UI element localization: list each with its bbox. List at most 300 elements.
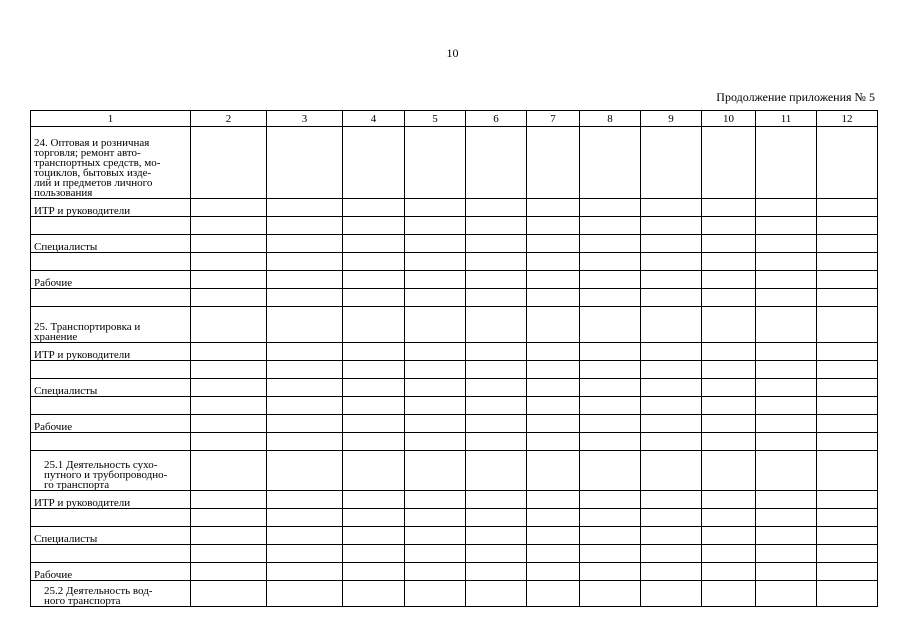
table-row	[31, 433, 878, 451]
table-cell	[405, 433, 466, 451]
column-header: 8	[580, 111, 641, 127]
table-cell	[641, 235, 702, 253]
table-cell	[405, 509, 466, 527]
table-cell	[267, 199, 343, 217]
page-number: 10	[446, 46, 459, 60]
table-cell	[756, 379, 817, 397]
table-cell	[702, 343, 756, 361]
column-header: 7	[527, 111, 580, 127]
table-row	[31, 271, 878, 289]
table-cell	[817, 581, 878, 607]
row-label-line: Специалисты	[34, 385, 98, 397]
table-cell	[267, 217, 343, 235]
table-row	[31, 545, 878, 563]
table-cell	[756, 581, 817, 607]
table-cell	[580, 343, 641, 361]
table-row	[31, 563, 878, 581]
table-cell	[343, 307, 405, 343]
table-cell	[405, 451, 466, 491]
row-label	[31, 307, 191, 343]
table-cell	[702, 361, 756, 379]
table-cell	[191, 581, 267, 607]
table-cell	[702, 545, 756, 563]
table-cell	[641, 127, 702, 199]
table-cell	[756, 199, 817, 217]
table-cell	[191, 307, 267, 343]
table-cell	[527, 527, 580, 545]
row-label-line: ИТР и руководители	[34, 497, 131, 509]
table-cell	[191, 253, 267, 271]
table-cell	[191, 451, 267, 491]
table-cell	[580, 433, 641, 451]
table-cell	[641, 527, 702, 545]
table-cell	[817, 289, 878, 307]
table-cell	[756, 343, 817, 361]
table-cell	[191, 509, 267, 527]
table-cell	[527, 509, 580, 527]
row-label	[31, 415, 191, 433]
row-label	[31, 545, 191, 563]
table-cell	[466, 289, 527, 307]
table-cell	[702, 415, 756, 433]
table-cell	[405, 379, 466, 397]
table-row	[31, 235, 878, 253]
column-header: 3	[267, 111, 343, 127]
table-cell	[191, 199, 267, 217]
table-cell	[466, 545, 527, 563]
table-cell	[343, 271, 405, 289]
table-cell	[191, 127, 267, 199]
row-label-line: лий и предметов личного	[34, 177, 153, 189]
table-cell	[527, 127, 580, 199]
table-cell	[405, 289, 466, 307]
row-label	[31, 581, 191, 607]
table-cell	[405, 527, 466, 545]
table-cell	[191, 361, 267, 379]
table-row	[31, 397, 878, 415]
table-cell	[267, 343, 343, 361]
table-cell	[466, 199, 527, 217]
table-cell	[527, 253, 580, 271]
table-cell	[702, 581, 756, 607]
table-cell	[267, 379, 343, 397]
table-cell	[756, 253, 817, 271]
table-row	[31, 253, 878, 271]
table-cell	[817, 415, 878, 433]
table-cell	[267, 127, 343, 199]
column-header: 2	[191, 111, 267, 127]
table-row	[31, 581, 878, 607]
table-cell	[641, 415, 702, 433]
row-label	[31, 289, 191, 307]
table-cell	[580, 217, 641, 235]
table-cell	[580, 127, 641, 199]
table-row	[31, 527, 878, 545]
table-cell	[405, 307, 466, 343]
table-cell	[343, 199, 405, 217]
row-label	[31, 235, 191, 253]
table-cell	[191, 415, 267, 433]
appendix-note: Продолжение приложения № 5	[716, 90, 875, 104]
table-row	[31, 379, 878, 397]
table-cell	[466, 527, 527, 545]
table-cell	[527, 545, 580, 563]
table-cell	[817, 491, 878, 509]
table-cell	[466, 563, 527, 581]
table-cell	[466, 217, 527, 235]
table-row	[31, 509, 878, 527]
table-cell	[702, 509, 756, 527]
table-cell	[267, 509, 343, 527]
table-cell	[405, 271, 466, 289]
row-label	[31, 343, 191, 361]
row-label	[31, 361, 191, 379]
table-cell	[580, 415, 641, 433]
table-cell	[756, 271, 817, 289]
row-label-line: транспортных средств, мо-	[34, 157, 161, 169]
table-cell	[267, 451, 343, 491]
table-cell	[405, 127, 466, 199]
table-cell	[527, 581, 580, 607]
table-cell	[817, 397, 878, 415]
table-cell	[817, 527, 878, 545]
table-cell	[756, 235, 817, 253]
table-cell	[817, 235, 878, 253]
table-cell	[580, 509, 641, 527]
column-header: 5	[405, 111, 466, 127]
table-cell	[756, 397, 817, 415]
table-cell	[702, 199, 756, 217]
row-label	[31, 379, 191, 397]
table-cell	[580, 361, 641, 379]
table-cell	[527, 451, 580, 491]
table-cell	[641, 491, 702, 509]
table-cell	[343, 361, 405, 379]
table-cell	[343, 253, 405, 271]
row-label-line: 24. Оптовая и розничная	[34, 137, 150, 149]
table-cell	[817, 343, 878, 361]
row-label-line: Рабочие	[34, 569, 73, 581]
table-cell	[466, 271, 527, 289]
table-row	[31, 415, 878, 433]
column-header: 12	[817, 111, 878, 127]
row-label	[31, 491, 191, 509]
column-header: 10	[702, 111, 756, 127]
table-cell	[343, 235, 405, 253]
data-table	[30, 110, 878, 607]
table-cell	[343, 451, 405, 491]
table-cell	[817, 217, 878, 235]
table-row	[31, 491, 878, 509]
table-cell	[756, 289, 817, 307]
row-label-line: торговля; ремонт авто-	[34, 147, 141, 159]
table-cell	[817, 127, 878, 199]
table-cell	[641, 361, 702, 379]
table-cell	[817, 199, 878, 217]
table-cell	[527, 361, 580, 379]
table-cell	[405, 397, 466, 415]
table-cell	[466, 253, 527, 271]
table-cell	[817, 307, 878, 343]
column-header: 1	[31, 111, 191, 127]
table-cell	[527, 415, 580, 433]
table-cell	[756, 509, 817, 527]
row-label-line: Рабочие	[34, 421, 73, 433]
table-cell	[466, 235, 527, 253]
table-cell	[641, 563, 702, 581]
table-cell	[527, 289, 580, 307]
table-cell	[580, 527, 641, 545]
table-cell	[580, 491, 641, 509]
table-cell	[343, 397, 405, 415]
table-cell	[191, 545, 267, 563]
table-cell	[466, 127, 527, 199]
table-cell	[527, 433, 580, 451]
row-label-line: Рабочие	[34, 277, 73, 289]
row-label-line: ного транспорта	[44, 595, 121, 607]
row-label-line: хранение	[34, 331, 78, 343]
table-cell	[405, 563, 466, 581]
table-cell	[343, 127, 405, 199]
table-cell	[343, 379, 405, 397]
table-cell	[343, 509, 405, 527]
table-cell	[756, 563, 817, 581]
table-cell	[527, 343, 580, 361]
table-cell	[756, 433, 817, 451]
table-cell	[580, 379, 641, 397]
table-cell	[267, 581, 343, 607]
table-cell	[580, 307, 641, 343]
table-cell	[817, 451, 878, 491]
table-cell	[343, 343, 405, 361]
table-cell	[267, 563, 343, 581]
table-cell	[702, 235, 756, 253]
table-cell	[191, 271, 267, 289]
table-cell	[191, 289, 267, 307]
table-cell	[191, 433, 267, 451]
table-row	[31, 451, 878, 491]
table-cell	[466, 379, 527, 397]
table-cell	[466, 491, 527, 509]
table-cell	[641, 379, 702, 397]
table-cell	[756, 415, 817, 433]
table-cell	[641, 343, 702, 361]
table-cell	[641, 545, 702, 563]
table-cell	[527, 235, 580, 253]
table-cell	[702, 451, 756, 491]
table-cell	[405, 581, 466, 607]
table-cell	[267, 397, 343, 415]
table-cell	[191, 343, 267, 361]
table-cell	[702, 127, 756, 199]
table-cell	[580, 563, 641, 581]
table-cell	[191, 379, 267, 397]
table-cell	[641, 397, 702, 415]
row-label	[31, 253, 191, 271]
table-cell	[580, 451, 641, 491]
table-cell	[702, 397, 756, 415]
table-cell	[641, 509, 702, 527]
table-cell	[343, 415, 405, 433]
table-cell	[191, 235, 267, 253]
row-label	[31, 563, 191, 581]
table-cell	[702, 433, 756, 451]
table-cell	[756, 527, 817, 545]
column-number-row	[31, 111, 878, 127]
table-row	[31, 199, 878, 217]
row-label-line: тоциклов, бытовых изде-	[34, 167, 152, 179]
table-cell	[466, 361, 527, 379]
table-cell	[343, 491, 405, 509]
table-cell	[405, 343, 466, 361]
table-cell	[466, 509, 527, 527]
column-header: 6	[466, 111, 527, 127]
table-cell	[527, 271, 580, 289]
table-cell	[191, 563, 267, 581]
table-cell	[641, 581, 702, 607]
table-cell	[580, 199, 641, 217]
table-cell	[267, 415, 343, 433]
table-cell	[702, 217, 756, 235]
table-cell	[527, 307, 580, 343]
row-label	[31, 451, 191, 491]
row-label-line: пользования	[34, 187, 93, 199]
row-label-line: Специалисты	[34, 533, 98, 545]
table-cell	[267, 361, 343, 379]
table-cell	[466, 415, 527, 433]
table-cell	[405, 361, 466, 379]
table-cell	[580, 253, 641, 271]
table-cell	[191, 527, 267, 545]
table-cell	[580, 271, 641, 289]
table-cell	[343, 527, 405, 545]
table-cell	[191, 217, 267, 235]
table-cell	[466, 397, 527, 415]
table-cell	[756, 491, 817, 509]
table-cell	[641, 307, 702, 343]
table-cell	[527, 199, 580, 217]
row-label-line: 25. Транспортировка и	[34, 321, 141, 333]
table-cell	[527, 491, 580, 509]
table-row	[31, 217, 878, 235]
row-label	[31, 217, 191, 235]
table-cell	[267, 433, 343, 451]
row-label	[31, 271, 191, 289]
row-label-line: ИТР и руководители	[34, 349, 131, 361]
table-cell	[405, 217, 466, 235]
table-cell	[817, 545, 878, 563]
table-cell	[580, 545, 641, 563]
table-cell	[267, 253, 343, 271]
row-label-line: путного и трубопроводно-	[44, 469, 168, 481]
table-cell	[267, 307, 343, 343]
table-cell	[527, 217, 580, 235]
column-header: 11	[756, 111, 817, 127]
table-cell	[580, 581, 641, 607]
table-cell	[817, 563, 878, 581]
row-label	[31, 127, 191, 199]
row-label	[31, 527, 191, 545]
table-row	[31, 307, 878, 343]
table-cell	[343, 563, 405, 581]
table-row	[31, 361, 878, 379]
table-cell	[641, 433, 702, 451]
table-cell	[343, 581, 405, 607]
row-label-line: го транспорта	[44, 479, 110, 491]
table-cell	[466, 581, 527, 607]
table-cell	[641, 271, 702, 289]
table-cell	[817, 271, 878, 289]
table-cell	[267, 491, 343, 509]
table-cell	[817, 379, 878, 397]
table-cell	[267, 235, 343, 253]
table-row	[31, 289, 878, 307]
table-cell	[527, 379, 580, 397]
table-cell	[817, 433, 878, 451]
table-cell	[817, 253, 878, 271]
row-label	[31, 397, 191, 415]
table-cell	[466, 343, 527, 361]
table-cell	[641, 217, 702, 235]
table-cell	[466, 433, 527, 451]
table-cell	[267, 527, 343, 545]
table-cell	[580, 289, 641, 307]
row-label-line: 25.2 Деятельность вод-	[44, 585, 153, 597]
table-cell	[756, 217, 817, 235]
table-cell	[641, 289, 702, 307]
table-cell	[527, 397, 580, 415]
table-row	[31, 343, 878, 361]
table-cell	[702, 271, 756, 289]
table-cell	[405, 491, 466, 509]
table-cell	[641, 451, 702, 491]
table-cell	[191, 397, 267, 415]
table-cell	[817, 509, 878, 527]
table-cell	[405, 235, 466, 253]
column-header: 9	[641, 111, 702, 127]
table-cell	[702, 379, 756, 397]
table-cell	[267, 289, 343, 307]
table-cell	[580, 235, 641, 253]
table-cell	[702, 253, 756, 271]
table-row	[31, 127, 878, 199]
table-cell	[702, 563, 756, 581]
table-cell	[405, 199, 466, 217]
table-cell	[702, 491, 756, 509]
column-header: 4	[343, 111, 405, 127]
table-cell	[405, 545, 466, 563]
table-body	[31, 127, 878, 607]
row-label	[31, 199, 191, 217]
table-cell	[343, 433, 405, 451]
table-cell	[756, 127, 817, 199]
table-cell	[641, 253, 702, 271]
table-cell	[405, 415, 466, 433]
table-cell	[343, 545, 405, 563]
table-cell	[702, 527, 756, 545]
table-cell	[756, 307, 817, 343]
table-cell	[191, 491, 267, 509]
table-cell	[756, 545, 817, 563]
table-cell	[702, 307, 756, 343]
table-cell	[343, 289, 405, 307]
table-cell	[702, 289, 756, 307]
row-label-line: 25.1 Деятельность сухо-	[44, 459, 158, 471]
row-label	[31, 509, 191, 527]
row-label	[31, 433, 191, 451]
table-cell	[756, 361, 817, 379]
row-label-line: ИТР и руководители	[34, 205, 131, 217]
